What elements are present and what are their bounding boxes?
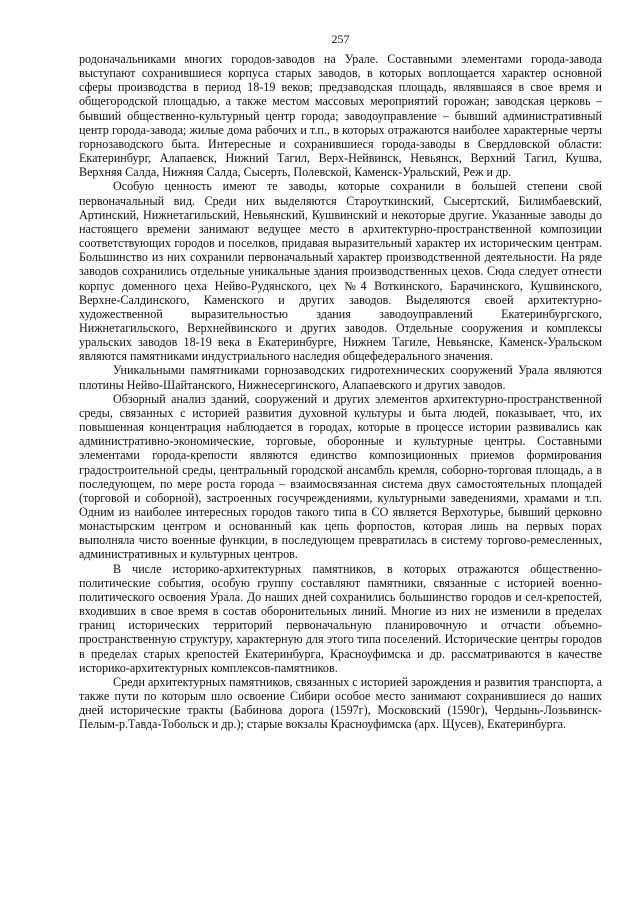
paragraph-1: родоначальниками многих городов-заводов на Урале. Составными элементами города-завода выступают сохранившиеся корпуса старых заводов, в которых воплощается характер основной сферы производства в период 18-19 веков; предзаводская площадь, являвшаяся в свое время и общегородской площадью, а также местом массовых мероприятий горожан; заводская церковь – бывший общественно-культурный центр города; заводоуправление – бывший административный центр города-завода; жилые дома рабочих и т.п., в которых отражаются наиболее характерные черты горнозаводского быта. Интересные и сохранившиеся города-заводы в Свердловской области: Екатеринбург, Алапаевск, Нижний Тагил, Верх-Нейвинск, Невьянск, Верхний Тагил, Кушва, Верхняя Салда, Нижняя Салда, Сысерть, Полевской, Каменск-Уральский, Реж и др. <box>79 52 602 180</box>
paragraph-4: Обзорный анализ зданий, сооружений и других элементов архитектурно-пространственной среды, связанных с историей развития духовной культуры и быта людей, показывает, что, их повышенная концентрация наблюдается в городах, которые в процессе истории развивались как административно-экономические, торговые, оборонные и культурные центры. Составными элементами города-крепости являются единство композиционных приемов формирования градостроительной среды, центральный городской ансамбль кремля, соборно-торговая площадь, а в последующем, по мере роста города – взаимосвязанная система двух самостоятельных площадей (торговой и соборной), застроенных госучреждениями, культурными заведениями, храмами и т.п. Одним из наиболее интересных городов такого типа в СО является Верхотурье, бывший церковно монастырским центром и основанный как цепь форпостов, которая лишь на первых порах выполняла чисто военные функции, в последующем превратилась в систему торгово-ремесленных, административных и культурных центров. <box>79 391 602 562</box>
paragraph-3: Уникальными памятниками горнозаводских гидротехнических сооружений Урала являются плотины Нейво-Шайтанского, Нижнесергинского, Алапаевского и других заводов. <box>79 363 602 392</box>
document-page <box>79 32 602 732</box>
paragraph-5: В числе историко-архитектурных памятников, в которых отражаются общественно-политические события, особую группу составляют памятники, связанные с историей военно-политического освоения Урала. До наших дней сохранились большинство городов и сел-крепостей, входивших в свое время в состав оборонительных линий. Многие из них не изменили в пределах границ исторических территорий первоначальную планировочную и отчасти объемно-пространственную структуру, характерную для этого типа поселений. Исторические центры городов в пределах старых крепостей Екатеринбурга, Красноуфимска и др. рассматриваются в качестве историко-архитектурных комплексов-памятников. <box>79 561 602 675</box>
page-number: 257 <box>331 32 350 46</box>
paragraph-6: Среди архитектурных памятников, связанных с историей зарождения и развития транспорта, а также пути по которым шло освоение Сибири особое место занимают сохранившиеся до наших дней исторические тракты (Бабинова дорога (1597г), Московский (1590г), Чердынь-Лозьвинск-Пелым-р.Тавда-Тобольск и др.); старые вокзалы Красноуфимска (арх. Щусев), Екатеринбурга. <box>79 674 602 732</box>
paragraph-2: Особую ценность имеют те заводы, которые сохранили в большей степени свой первоначальный вид. Среди них выделяются Староуткинский, Сысертский, Билимбаевский, Артинский, Нижнетагильский, Невьянский, Кушвинский и некоторые другие. Указанные заводы до настоящего времени занимают ведущее место в архитектурно-пространственной композиции соответствующих городов и поселков, придавая выразительный характер их историческим центрам. Большинство из них сохранили первоначальный характер производственной деятельности. На ряде заводов сохранились отдельные уникальные здания производственных цехов. Сюда следует отнести корпус доменного цеха Нейво-Рудянского, цех №4 Воткинского, Барачинского, Кушвинского, Верхне-Салдинского, Каменского и других заводов. Выделяются своей архитектурно-художественной выразительностью здания заводоуправлений Екатеринбургского, Нижнетагильского, Верхнейвинского и других заводов. Отдельные сооружения и комплексы уральских заводов 18-19 века в Екатеринбурге, Нижнем Тагиле, Невьянске, Каменск-Уральском являются памятниками индустриального наследия общефедерального значения. <box>79 179 602 364</box>
